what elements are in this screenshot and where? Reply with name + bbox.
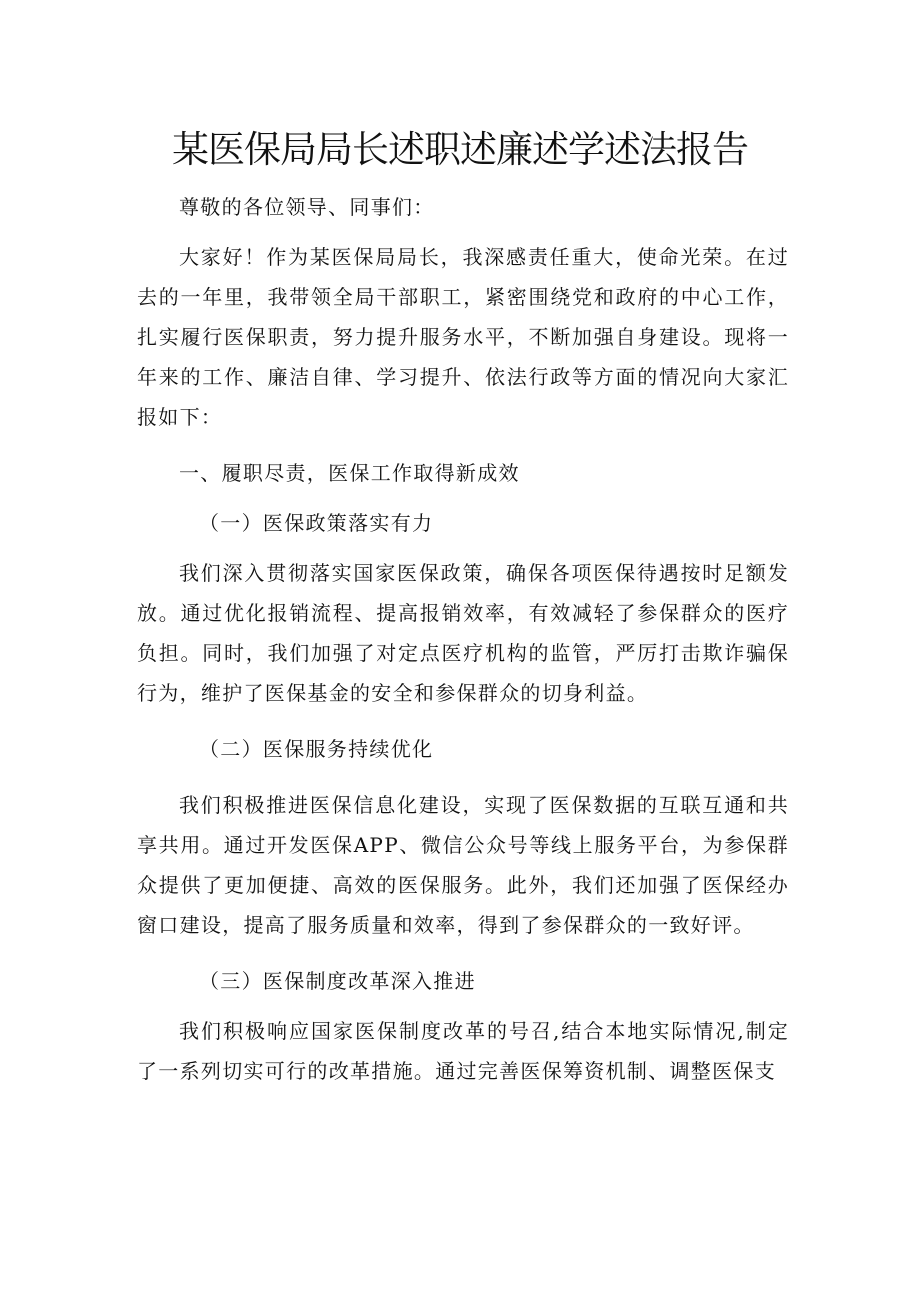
- section-heading-1: 一、履职尽责，医保工作取得新成效: [179, 461, 520, 485]
- subsection-body-2: 我们积极推进医保信息化建设，实现了医保数据的互联互通和共享共用。通过开发医保APP、微信公众号等线上服务平台，为参保群众提供了更加便捷、高效的医保服务。此外，我们还加强了医保经办窗口建设，提高了服务质量和效率，得到了参保群众的一致好评。: [137, 793, 789, 937]
- subsection-body-1: 我们深入贯彻落实国家医保政策，确保各项医保待遇按时足额发放。通过优化报销流程、提高报销效率，有效减轻了参保群众的医疗负担。同时，我们加强了对定点医疗机构的监管，严厉打击欺诈骗保行为，维护了医保基金的安全和参保群众的切身利益。: [137, 561, 789, 705]
- document-body: [137, 187, 789, 1091]
- subsection-heading-1: （一）医保政策落实有力: [199, 511, 434, 535]
- salutation: 尊敬的各位领导、同事们：: [179, 195, 435, 219]
- document-title: 某医保局局长述职述廉述学述法报告: [172, 128, 748, 171]
- subsection-body-3: 我们积极响应国家医保制度改革的号召,结合本地实际情况,制定了一系列切实可行的改革措施。通过完善医保筹资机制、调整医保支: [137, 1019, 789, 1083]
- subsection-heading-3: （三）医保制度改革深入推进: [199, 969, 476, 993]
- intro-paragraph: 大家好！作为某医保局局长，我深感责任重大，使命光荣。在过去的一年里，我带领全局干部职工，紧密围绕党和政府的中心工作，扎实履行医保职责，努力提升服务水平，不断加强自身建设。现将一年来的工作、廉洁自律、学习提升、依法行政等方面的情况向大家汇报如下：: [137, 245, 789, 429]
- subsection-heading-2: （二）医保服务持续优化: [199, 737, 434, 761]
